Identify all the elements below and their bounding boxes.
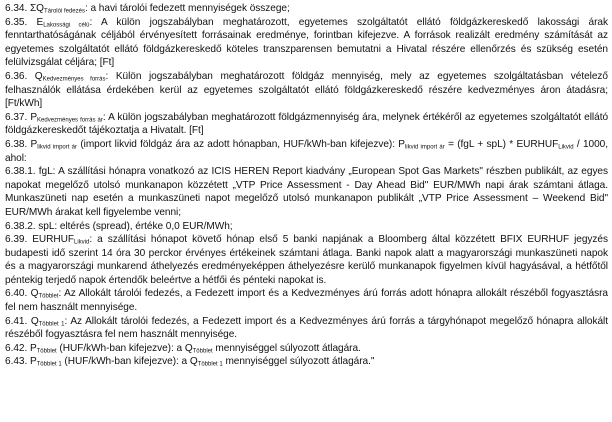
paragraph-text: 6.38.1. fgL: A szállítási hónapra vonatkozó az ICIS HEREN Report kiadvány „European Spot Gas Markets" részben publikált, az egyes napokat megelőző utolsó munkanapon közzétett „VTP Price Assessment - Day Ahead Bid" EUR/MWh napi árak számtani átlaga. Munkaszüneti nap esetén a munkaszüneti napot megelőző utolsó munkanapon publikált „VTP Price Assessment – Weekend Bid" EUR/MWh árakat kell figyelembe venni; xyxy=(5,166,608,218)
paragraph xyxy=(5,220,608,234)
paragraph-text: (HUF/kWh-ban kifejezve): a Q xyxy=(61,356,198,368)
paragraph-text: : Az Allokált tárolói fedezés, a Fedezett import és a Kedvezményes árú forrás a tárgyhónapot megelőző hónapra allokált részéből fogyasztásra fel nem használt mennyisége. xyxy=(5,315,608,341)
subscript: Többlet 1 xyxy=(197,361,223,368)
subscript: Likvid xyxy=(73,239,90,246)
paragraph-text: 6.39. EURHUF xyxy=(5,234,74,246)
subscript: Többlet xyxy=(38,293,59,300)
paragraph-text: mennyiséggel súlyozott átlagára. xyxy=(212,342,361,354)
paragraph-text: / 1000, ahol: xyxy=(5,138,608,164)
paragraph-text: (import likvid földgáz ára az adott hónapban, HUF/kWh-ban kifejezve): P xyxy=(77,138,405,150)
paragraph xyxy=(5,111,608,138)
paragraph xyxy=(5,165,608,219)
paragraph-text: = (fgL + spL) * EURHUF xyxy=(444,138,559,150)
paragraph xyxy=(5,315,608,342)
paragraph xyxy=(5,287,608,314)
paragraph-text: : Az Allokált tárolói fedezés, a Fedezett import és a Kedvezményes árú forrás adott hónapra allokált részéből fogyasztásra fel nem használt mennyisége. xyxy=(5,288,608,314)
subscript: Többlet 1 xyxy=(36,361,62,368)
paragraph-text: : Külön jogszabályban meghatározott földgáz mennyiség, mely az egyetemes szolgáltatásban vételező felhasználók ellátása érdekében kerül az egyetemes szolgáltatót ellátó földgázkereskedő részére kedvezményes áron átadásra; [Ft/kWh] xyxy=(5,70,608,110)
subscript: Többlet xyxy=(192,348,213,355)
paragraph-text: : a havi tárolói fedezett mennyiségek összege; xyxy=(84,3,290,14)
paragraph-text: 6.37. P xyxy=(5,111,38,123)
paragraph-text: : A külön jogszabályban meghatározott, egyetemes szolgáltatót ellátó földgázkereskedő lakossági árak fenntarthatóságának céljából érvényesített forrásainak eredménye, forintban kifejezve. A források realizált eredmény számítását az egyetemes szolgáltatót ellátó földgázkereskedő köteles transzparensen bemutatni a Hivatal részére ellenőrzés és szükség esetén felülvizsgálat céljára; [Ft] xyxy=(5,16,608,69)
paragraph xyxy=(5,342,608,356)
paragraph-text: 6.43. P xyxy=(5,356,37,368)
paragraph xyxy=(5,16,608,70)
paragraph xyxy=(5,70,608,111)
paragraph-text: 6.34. ΣQ xyxy=(5,3,44,14)
subscript: likvid import ár xyxy=(404,144,445,151)
paragraph xyxy=(5,2,608,16)
paragraph-text: 6.40. Q xyxy=(5,288,39,300)
paragraph xyxy=(5,355,608,369)
paragraph-text: 6.35. E xyxy=(5,16,44,28)
paragraph-text: : A külön jogszabályban meghatározott földgázmennyiség ára, melynek értékéről az egyetemes szolgáltatót ellátó földgázkereskedőt tájékoztatja a Hivatalt. [Ft] xyxy=(5,111,609,137)
paragraph-text: : a szállítási hónapot követő hónap első 5 banki napjának a Bloomberg által közzétett BFIX EURHUF jegyzés budapesti idő szerint 14 óra 30 perckor érvényes értékeinek számtani átlaga. Banki napok alatt a magyarországi munkaszüneti napok és a magyarországi munkarend áthelyezés eredményeképpen áthelyezésre kerülő munkanapok figyelmen kívül hagyásával, a hétfőtől péntekig terjedő napok értendők beleértve a hétfői és pénteki napokat is. xyxy=(5,234,608,286)
paragraph-text: 6.38.2. spL: eltérés (spread), értéke 0,0 EUR/MWh; xyxy=(5,220,233,232)
subscript: Likvid xyxy=(558,144,574,151)
subscript: Tárolói fedezés xyxy=(43,8,85,15)
paragraph-text: (HUF/kWh-ban kifejezve): a Q xyxy=(56,342,193,354)
paragraph-text: mennyiséggel súlyozott átlagára." xyxy=(222,356,375,368)
paragraph xyxy=(5,138,608,165)
subscript: Lakossági célú xyxy=(43,22,90,29)
subscript: Kedvezményes forrás xyxy=(42,76,106,83)
paragraph-text: 6.42. P xyxy=(5,342,37,354)
paragraph-text: 6.38. P xyxy=(5,138,38,150)
subscript: likvid import ár xyxy=(37,144,77,151)
subscript: Kedvezményes forrás ár xyxy=(37,117,103,124)
subscript: Többlet 1 xyxy=(38,321,65,328)
paragraph-text: 6.36. Q xyxy=(5,70,43,82)
subscript: Többlet xyxy=(36,348,57,355)
paragraph xyxy=(5,233,608,287)
paragraph-text: 6.41. Q xyxy=(5,315,39,327)
